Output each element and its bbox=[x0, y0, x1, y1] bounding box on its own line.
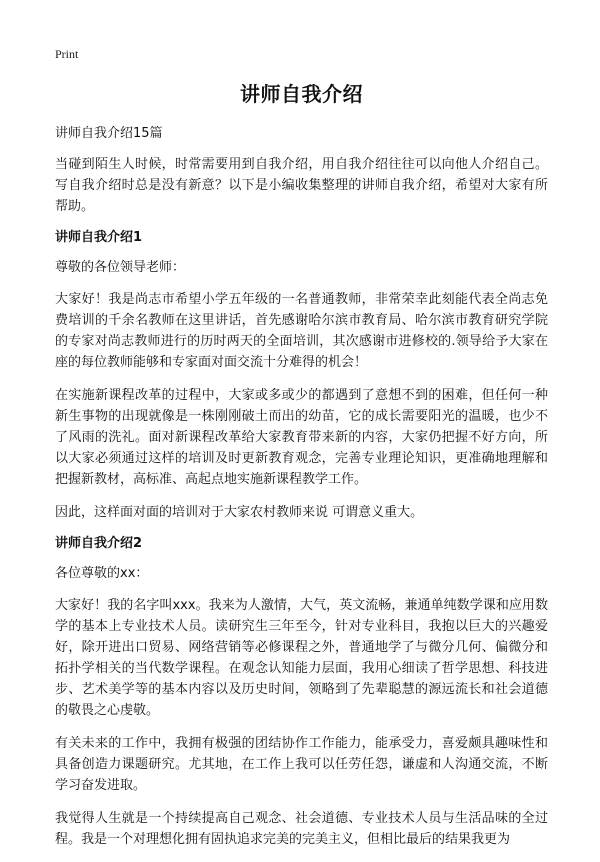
section-paragraph: 有关未来的工作中，我拥有极强的团结协作工作能力，能承受力，喜爱颇具趣味性和具备创造力课题研究。尤其地，在工作上我可以任劳任怨，谦虚和人沟通交流，不断学习奋发进取。 bbox=[55, 736, 548, 793]
section-paragraph: 我觉得人生就是一个持续提高自己观念、社会道德、专业技术人员与生活品味的全过程。我是一个对理想化拥有固执追求完美的完美主义，但相比最后的结果我更为 bbox=[55, 811, 548, 847]
page-title: 讲师自我介绍 bbox=[240, 82, 363, 106]
section-greeting: 尊敬的各位领导老师： bbox=[55, 260, 186, 275]
section-greeting: 各位尊敬的xx： bbox=[55, 566, 149, 581]
section-paragraph: 因此，这样面对面的培训对于大家农村教师来说 可谓意义重大。 bbox=[55, 505, 424, 520]
intro-paragraph: 当碰到陌生人时候，时常需要用到自我介绍，用自我介绍往往可以向他人介绍自己。写自我介绍时总是没有新意？以下是小编收集整理的讲师自我介绍，希望对大家有所帮助。 bbox=[55, 157, 548, 214]
section-paragraph: 在实施新课程改革的过程中，大家或多或少的都遇到了意想不到的困难，但任何一种新生事物的出现就像是一株刚刚破土而出的幼苗，它的成长需要阳光的温暖，也少不了风雨的洗礼。面对新课程改革给大家教育带来新的内容，大家仍把握不好方向，所以大家必须通过这样的培训及时更新教育观念，完善专业理论知识，更准确地理解和把握新教材，高标准、高起点地实施新课程教学工作。 bbox=[55, 388, 548, 487]
print-link[interactable]: Print bbox=[55, 47, 79, 61]
document-page bbox=[55, 78, 548, 862]
section-paragraph: 大家好！我是尚志市希望小学五年级的一名普通教师，非常荣幸此刻能代表全尚志免费培训的千余名教师在这里讲话，首先感谢哈尔滨市教育局、哈尔滨市教育研究学院的专家对尚志教师进行的历时两天的全面培训，其次感谢市进修校的.领导给予大家在座的每位教师能够和专家面对面交流十分难得的机会！ bbox=[55, 292, 548, 370]
section-heading: 讲师自我介绍1 bbox=[55, 230, 143, 245]
document-subtitle: 讲师自我介绍15篇 bbox=[55, 126, 163, 141]
section-heading: 讲师自我介绍2 bbox=[55, 536, 143, 551]
section-1 bbox=[55, 229, 548, 523]
section-2 bbox=[55, 535, 548, 850]
section-paragraph: 大家好！我的名字叫xxx。我来为人激情，大气，英文流畅，兼通单纯数学课和应用数学的基本上专业技术人员。读研究生三年至今，针对专业科目，我抱以巨大的兴趣爱好，除开进出口贸易、网络营销等必修课程之外，普通地学了与微分几何、偏微分和拓扑学相关的当代数学课程。在观念认知能力层面，我用心细读了哲学思想、科技进步、艺术美学等的基本内容以及历史时间，领略到了先辈聪慧的源远流长和社会道德的敬畏之心虔敬。 bbox=[55, 598, 548, 718]
